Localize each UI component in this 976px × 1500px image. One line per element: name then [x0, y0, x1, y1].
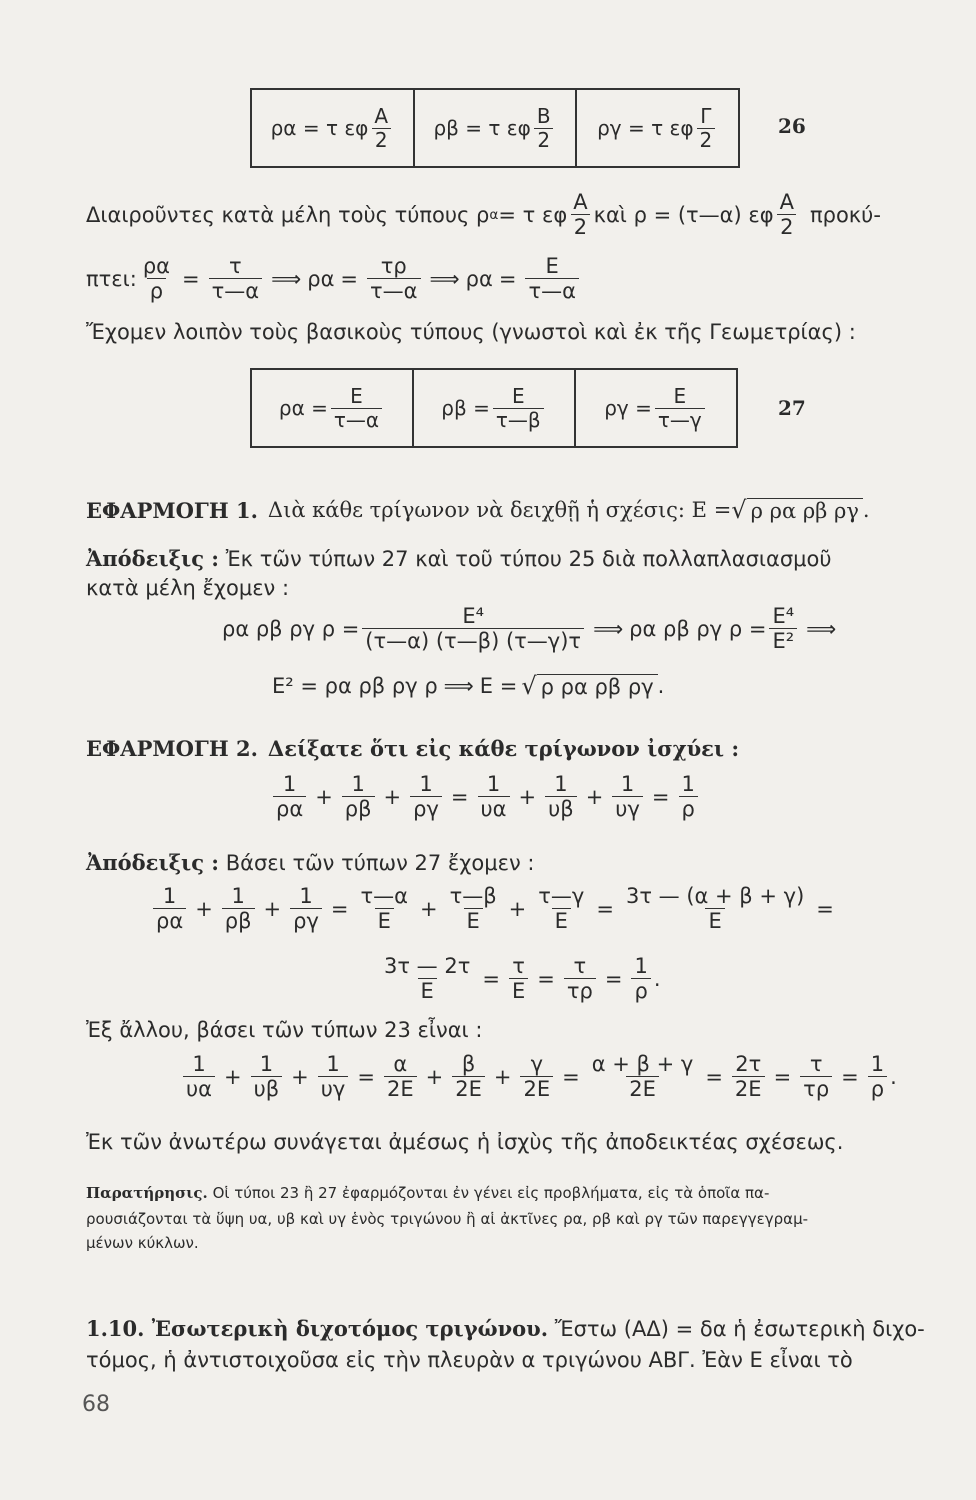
- fraction-denominator: υα: [478, 796, 510, 821]
- fraction-denominator: τ—α: [209, 278, 263, 303]
- formula-cell-rho-a: [252, 90, 415, 166]
- fraction-numerator: Ε⁴: [462, 604, 485, 628]
- proof-1-line-2: κατὰ μέλη ἔχομεν :: [86, 576, 290, 600]
- equation-number-27: 27: [778, 396, 806, 420]
- fraction-denominator: 2Ε: [626, 1076, 659, 1101]
- proof-label: Ἀπόδειξις :: [86, 850, 220, 875]
- equals-sign: =: [596, 896, 614, 921]
- text-span: Ε² = ρα ρβ ργ ρ: [272, 674, 438, 698]
- equals-sign: =: [182, 266, 200, 291]
- paragraph-conclusion: Ἐκ τῶν ἀνωτέρω συνάγεται ἀμέσως ἡ ἰσχὺς τῆς ἀποδεικτέας σχέσεως.: [86, 1130, 844, 1154]
- text-span: Ε =: [479, 674, 518, 698]
- formula-cell-rho-a: [252, 370, 414, 446]
- proof-1-equation-b: [272, 672, 664, 700]
- equals-sign: =: [651, 784, 670, 809]
- proof-2-equation-b: [378, 954, 661, 1003]
- implies-arrow: ⟹: [271, 266, 302, 291]
- fraction-numerator: 1: [554, 772, 568, 796]
- section-1-10-line-2: τόμος, ἡ ἀντιστοιχοῦσα εἰς τὴν πλευρὰν α τριγώνου ΑΒΓ. Ἐὰν Ε εἶναι τὸ: [86, 1348, 853, 1372]
- fraction-denominator: ργ: [290, 908, 322, 933]
- fraction-denominator: Ε: [552, 908, 571, 933]
- text-span: Ἔστω (ΑΔ) = δα ἡ ἐσωτερικὴ διχο-: [554, 1317, 925, 1341]
- fraction-numerator: τ—β: [449, 884, 497, 908]
- equals-sign: =: [498, 266, 517, 291]
- fraction-numerator: τ: [573, 954, 587, 978]
- fraction-numerator: Ε⁴: [772, 604, 795, 628]
- fraction-denominator: τ—γ: [655, 408, 705, 432]
- fraction-denominator: τ—α: [525, 278, 579, 303]
- plus-sign: +: [420, 896, 438, 921]
- fraction-numerator: 3τ — (α + β + γ): [625, 884, 805, 908]
- fraction-denominator: Ε: [464, 908, 483, 933]
- plus-sign: +: [585, 784, 604, 809]
- equals-sign: =: [357, 1064, 375, 1089]
- paragraph-basic-formulas: Ἔχομεν λοιπὸν τοὺς βασικοὺς τύπους (γνωστοὶ καὶ ἐκ τῆς Γεωμετρίας) :: [86, 320, 856, 344]
- formula-cell-rho-b: [414, 370, 576, 446]
- section-1-10-line-1: [86, 1316, 925, 1341]
- fraction-denominator: τρ: [564, 978, 596, 1003]
- fraction-denominator: ρα: [153, 908, 186, 933]
- formula-lhs: ργ =: [604, 396, 652, 420]
- fraction-numerator: α + β + γ: [591, 1052, 694, 1076]
- formula-lhs: ρβ =: [441, 396, 490, 420]
- equation-number-26: 26: [778, 114, 806, 138]
- proof-label: Ἀπόδειξις :: [86, 546, 220, 571]
- text-span: = τ εφ: [498, 202, 568, 227]
- formula-cell-rho-c: [576, 370, 736, 446]
- fraction-denominator: Ε²: [769, 628, 797, 653]
- text-span: Ἐκ τῶν τύπων 27 καὶ τοῦ τύπου 25 διὰ πολλαπλασιασμοῦ: [225, 547, 832, 571]
- fraction-denominator: τρ: [800, 1076, 832, 1101]
- fraction-denominator: ρ: [631, 978, 650, 1003]
- formula-box-26: [250, 88, 740, 168]
- paragraph-formulas-23: Ἐξ ἄλλου, βάσει τῶν τύπων 23 εἶναι :: [86, 1018, 483, 1042]
- text-span: πτει:: [86, 266, 137, 291]
- note-line-1: [86, 1184, 769, 1202]
- formula-lhs: ρα = τ εφ: [270, 116, 369, 140]
- text-span: Δείξατε ὅτι εἰς κάθε τρίγωνον ἰσχύει :: [267, 736, 740, 761]
- fraction-numerator: τ—γ: [538, 884, 585, 908]
- fraction-numerator: 1: [634, 954, 648, 978]
- fraction-denominator: 2: [697, 128, 716, 152]
- plus-sign: +: [508, 896, 527, 921]
- application-2-equation: [270, 772, 701, 821]
- plus-sign: +: [224, 1064, 242, 1089]
- formula-lhs: ρα =: [278, 396, 328, 420]
- fraction-numerator: τ: [512, 954, 525, 978]
- fraction-denominator: υγ: [318, 1076, 349, 1101]
- fraction-numerator: 1: [282, 772, 297, 796]
- fraction-numerator: Ε: [673, 383, 687, 408]
- text-span: Οἱ τύποι 23 ἢ 27 ἐφαρμόζονται ἐν γένει εἰς προβλήματα, εἰς τὰ ὁποῖα πα-: [212, 1184, 770, 1202]
- fraction-numerator: Β: [536, 103, 551, 128]
- fraction-numerator: 1: [326, 1052, 340, 1076]
- fraction-numerator: ρα: [142, 254, 171, 278]
- text-span: ρα ρβ ργ ρ =: [629, 616, 767, 641]
- application-2: [86, 736, 739, 761]
- application-1: [86, 496, 870, 524]
- proof-1-equation-a: [222, 604, 842, 653]
- text-span: ρα: [465, 266, 493, 291]
- equals-sign: =: [330, 896, 349, 921]
- fraction-denominator: υγ: [612, 796, 643, 821]
- fraction-numerator: τ: [809, 1052, 823, 1076]
- fraction-denominator: (τ—α) (τ—β) (τ—γ)τ: [362, 628, 584, 653]
- equals-sign: =: [604, 966, 623, 991]
- text-span: καὶ ρ = (τ—α) εφ: [593, 202, 774, 227]
- fraction-denominator: 2Ε: [452, 1076, 485, 1101]
- plus-sign: +: [383, 784, 402, 809]
- plus-sign: +: [425, 1064, 444, 1089]
- implies-arrow: ⟹: [443, 674, 474, 698]
- fraction-numerator: τ: [229, 254, 242, 278]
- text-span: Βάσει τῶν τύπων 27 ἔχομεν :: [225, 851, 535, 875]
- proof-2-intro: [86, 850, 534, 875]
- subscript: α: [489, 206, 499, 223]
- fraction-denominator: τ—β: [493, 408, 544, 432]
- fraction-numerator: α: [393, 1052, 408, 1076]
- fraction-denominator: υβ: [251, 1076, 283, 1101]
- formula-lhs: ρβ = τ εφ: [433, 116, 531, 140]
- fraction-denominator: ρβ: [342, 796, 375, 821]
- text-span: .: [653, 966, 661, 991]
- fraction-numerator: 2τ: [735, 1052, 762, 1076]
- equation-23-derivation: [180, 1052, 897, 1101]
- plus-sign: +: [518, 784, 537, 809]
- fraction-denominator: Ε: [509, 978, 528, 1003]
- text-span: ρα: [307, 266, 335, 291]
- fraction-denominator: ρβ: [222, 908, 255, 933]
- fraction-numerator: 1: [870, 1052, 885, 1076]
- fraction-numerator: Ε: [511, 383, 525, 408]
- formula-box-27: [250, 368, 738, 448]
- fraction-numerator: Ε: [350, 383, 363, 408]
- text-span: .: [862, 498, 870, 522]
- fraction-numerator: τ—α: [360, 884, 409, 908]
- fraction-denominator: ρα: [273, 796, 306, 821]
- fraction-denominator: 2: [571, 214, 590, 239]
- formula-cell-rho-c: [577, 90, 738, 166]
- fraction-numerator: 1: [192, 1052, 206, 1076]
- sqrt-sign: √: [731, 496, 747, 524]
- fraction-numerator: 1: [681, 772, 695, 796]
- proof-2-equation-a: [150, 884, 840, 933]
- plus-sign: +: [291, 1064, 309, 1089]
- fraction-denominator: Ε: [705, 908, 724, 933]
- fraction-numerator: Α: [374, 103, 389, 128]
- fraction-denominator: ρ: [868, 1076, 887, 1101]
- fraction-numerator: γ: [530, 1052, 544, 1076]
- plus-sign: +: [263, 896, 282, 921]
- fraction-numerator: Γ: [700, 103, 712, 128]
- text-span: προκύ-: [809, 202, 881, 227]
- plus-sign: +: [493, 1064, 512, 1089]
- sqrt-sign: √: [521, 672, 537, 700]
- equals-sign: =: [537, 966, 555, 991]
- implies-arrow: ⟹: [429, 266, 460, 291]
- paragraph-derivation: [86, 254, 582, 303]
- fraction-numerator: 1: [231, 884, 245, 908]
- page-number: 68: [82, 1392, 110, 1417]
- equals-sign: =: [340, 266, 359, 291]
- equals-sign: =: [562, 1064, 580, 1089]
- application-title: ΕΦΑΡΜΟΓΗ 2.: [86, 736, 258, 761]
- fraction-numerator: 1: [620, 772, 635, 796]
- fraction-denominator: τ—α: [331, 408, 382, 432]
- fraction-numerator: 1: [486, 772, 501, 796]
- fraction-denominator: ργ: [410, 796, 442, 821]
- equals-sign: =: [816, 896, 834, 921]
- fraction-numerator: Ε: [545, 254, 559, 278]
- note-line-2: ρουσιάζονται τὰ ὕψη υα, υβ καὶ υγ ἑνὸς τριγώνου ἢ αἱ ἀκτῖνες ρα, ρβ καὶ ργ τῶν παρεγγεγραμ-: [86, 1210, 809, 1228]
- fraction-numerator: 1: [259, 1052, 274, 1076]
- fraction-denominator: υα: [183, 1076, 215, 1101]
- fraction-denominator: Ε: [418, 978, 437, 1003]
- fraction-denominator: τ—α: [367, 278, 421, 303]
- fraction-denominator: υβ: [545, 796, 577, 821]
- section-title: 1.10. Ἐσωτερικὴ διχοτόμος τριγώνου.: [86, 1316, 549, 1341]
- text-span: .: [657, 674, 665, 698]
- fraction-denominator: 2Ε: [732, 1076, 765, 1101]
- plus-sign: +: [315, 784, 333, 809]
- fraction-numerator: 1: [351, 772, 365, 796]
- fraction-denominator: Ε: [375, 908, 394, 933]
- fraction-denominator: 2: [534, 128, 553, 152]
- note-line-3: μένων κύκλων.: [86, 1234, 199, 1252]
- formula-lhs: ργ = τ εφ: [597, 116, 694, 140]
- text-span: .: [890, 1064, 897, 1089]
- text-span: ρα ρβ ργ ρ =: [222, 616, 360, 641]
- fraction-denominator: 2: [372, 128, 391, 152]
- radicand: ρ ρα ρβ ργ: [747, 498, 863, 523]
- implies-arrow: ⟹: [806, 616, 837, 641]
- equals-sign: =: [450, 784, 469, 809]
- fraction-numerator: 3τ — 2τ: [384, 954, 471, 978]
- plus-sign: +: [195, 896, 213, 921]
- fraction-denominator: 2Ε: [520, 1076, 553, 1101]
- formula-cell-rho-b: [415, 90, 578, 166]
- fraction-numerator: τρ: [380, 254, 407, 278]
- paragraph-divide-formulas: [86, 190, 881, 239]
- radicand: ρ ρα ρβ ργ: [537, 674, 658, 699]
- fraction-numerator: 1: [162, 884, 177, 908]
- fraction-numerator: 1: [419, 772, 433, 796]
- note-label: Παρατήρησις.: [86, 1184, 208, 1202]
- fraction-denominator: 2Ε: [384, 1076, 417, 1101]
- proof-1-line-1: [86, 546, 832, 571]
- fraction-numerator: β: [461, 1052, 476, 1076]
- fraction-numerator: 1: [299, 884, 313, 908]
- application-title: ΕΦΑΡΜΟΓΗ 1.: [86, 497, 258, 523]
- implies-arrow: ⟹: [593, 616, 624, 641]
- equals-sign: =: [773, 1064, 792, 1089]
- fraction-denominator: ρ: [679, 796, 698, 821]
- fraction-denominator: 2: [777, 214, 796, 239]
- fraction-numerator: Α: [779, 190, 794, 214]
- fraction-numerator: Α: [573, 190, 588, 214]
- text-span: Διὰ κάθε τρίγωνον νὰ δειχθῇ ἡ σχέσις: Ε =: [267, 498, 732, 522]
- fraction-denominator: ρ: [147, 278, 166, 303]
- equals-sign: =: [841, 1064, 859, 1089]
- equals-sign: =: [482, 966, 500, 991]
- text-span: Διαιροῦντες κατὰ μέλη τοὺς τύπους ρ: [86, 202, 490, 227]
- equals-sign: =: [705, 1064, 723, 1089]
